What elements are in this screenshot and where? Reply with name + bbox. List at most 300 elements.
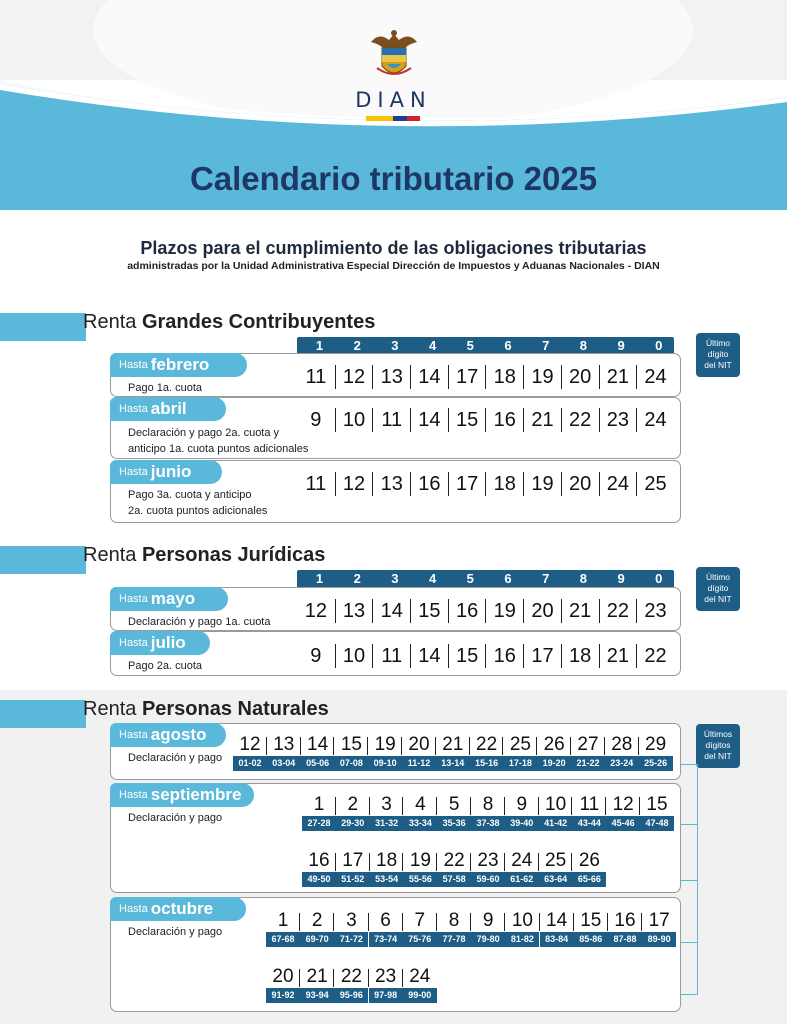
nit-range: 83-84 — [540, 932, 574, 947]
month-tab — [110, 897, 246, 921]
day-number: 25 — [636, 472, 674, 496]
digit-header: 7 — [542, 338, 550, 353]
month-label: abril — [150, 399, 187, 418]
coat-of-arms-icon — [369, 28, 419, 84]
day-number: 16 — [614, 910, 636, 931]
date-cell — [571, 734, 605, 771]
separator — [639, 797, 640, 815]
day-numbers — [297, 472, 674, 496]
day-number: 4 — [415, 794, 426, 815]
day-number: 20 — [523, 599, 561, 623]
note-line: del NIT — [704, 751, 732, 761]
connector-line — [697, 764, 698, 970]
separator — [536, 737, 537, 755]
month-label: febrero — [150, 355, 210, 374]
separator — [470, 913, 471, 931]
separator — [436, 853, 437, 871]
nit-range: 87-88 — [608, 932, 642, 947]
date-cell — [336, 794, 370, 831]
month-tab — [110, 460, 222, 484]
day-number: 19 — [523, 472, 561, 496]
date-cell — [403, 910, 437, 947]
row-description — [128, 750, 222, 766]
row-juridicas-mayo — [110, 587, 681, 631]
date-cell — [300, 910, 334, 947]
day-number: 21 — [599, 644, 637, 668]
digit-header: 5 — [466, 571, 474, 586]
month-tab — [110, 397, 226, 421]
day-number: 20 — [272, 966, 294, 987]
section-title-bold: Personas Jurídicas — [141, 544, 326, 566]
separator — [502, 737, 503, 755]
day-number: 2 — [347, 794, 359, 815]
day-number: 22 — [599, 599, 637, 623]
separator — [401, 737, 402, 755]
day-number: 21 — [442, 734, 464, 755]
nit-range: 95-96 — [334, 988, 368, 1003]
day-number: 10 — [335, 408, 373, 432]
date-cell — [503, 734, 537, 771]
day-number: 22 — [636, 644, 674, 668]
digit-header: 4 — [428, 571, 437, 586]
nit-range: 57-58 — [437, 872, 471, 887]
day-number: 24 — [511, 850, 533, 871]
nit-range: 31-32 — [370, 816, 404, 831]
row-description — [128, 924, 222, 940]
date-cell — [437, 850, 471, 887]
nit-range: 13-14 — [436, 756, 470, 771]
separator — [368, 913, 369, 931]
hasta-label: Hasta — [119, 466, 148, 478]
header — [0, 0, 787, 210]
day-number: 17 — [342, 850, 364, 871]
day-number: 15 — [448, 408, 486, 432]
month-label: julio — [150, 633, 186, 652]
date-cell — [403, 850, 437, 887]
day-number: 9 — [482, 910, 494, 931]
day-number: 13 — [335, 599, 373, 623]
hasta-label: Hasta — [119, 789, 148, 801]
day-number: 1 — [313, 794, 325, 815]
nit-range: 25-26 — [639, 756, 673, 771]
day-number: 24 — [636, 365, 674, 389]
nit-range: 07-08 — [334, 756, 368, 771]
description-line: Declaración y pago 2a. cuota y — [128, 427, 280, 439]
day-number: 16 — [308, 850, 330, 871]
separator — [266, 737, 267, 755]
nit-range: 99-00 — [403, 988, 437, 1003]
day-number: 24 — [636, 408, 674, 432]
day-number: 23 — [477, 850, 499, 871]
nit-range: 39-40 — [505, 816, 539, 831]
note-line: Últimos — [703, 729, 733, 739]
day-number: 12 — [304, 600, 327, 622]
separator — [539, 913, 540, 931]
digit-header: 7 — [542, 571, 550, 586]
note-line: Último — [705, 572, 731, 582]
day-number: 12 — [335, 472, 373, 496]
day-number: 23 — [375, 966, 397, 987]
separator — [504, 853, 505, 871]
date-cell — [266, 910, 300, 947]
date-cell — [537, 734, 571, 771]
note-line: dígitos — [705, 740, 731, 750]
digit-header: 2 — [353, 338, 361, 353]
separator — [300, 737, 301, 755]
date-cell — [368, 734, 402, 771]
section-accent-bar — [0, 313, 86, 341]
separator — [638, 737, 639, 755]
digit-header: 9 — [617, 571, 625, 586]
description-line: Pago 3a. cuota y anticipo — [128, 489, 252, 501]
row-grandes-abril — [110, 397, 681, 459]
separator — [333, 913, 334, 931]
digit-header: 9 — [617, 338, 625, 353]
nit-range: 05-06 — [301, 756, 335, 771]
nit-range: 55-56 — [403, 872, 437, 887]
section-title-bold: Personas Naturales — [141, 698, 329, 720]
day-number: 14 — [410, 644, 448, 668]
description-line: Declaración y pago — [128, 926, 223, 938]
dian-logo-text: DIAN — [355, 88, 432, 112]
day-number: 18 — [485, 472, 523, 496]
digit-header: 1 — [315, 338, 324, 353]
day-number: 29 — [645, 734, 667, 755]
date-cell — [639, 734, 673, 771]
day-number: 24 — [599, 472, 637, 496]
nit-range: 09-10 — [368, 756, 402, 771]
day-number: 2 — [311, 910, 323, 931]
date-cell — [233, 734, 267, 771]
digit-header: 6 — [504, 571, 512, 586]
nit-range: 79-80 — [471, 932, 505, 947]
day-number: 7 — [414, 910, 426, 931]
nit-range: 67-68 — [266, 932, 300, 947]
note-line: dígito — [707, 583, 729, 593]
day-number: 12 — [612, 794, 634, 815]
nit-range: 81-82 — [505, 932, 539, 947]
day-number: 17 — [448, 365, 486, 389]
digit-header: 4 — [428, 338, 437, 353]
description-line: anticipo 1a. cuota puntos adicionales — [128, 443, 309, 455]
nit-range: 03-04 — [267, 756, 301, 771]
month-label: septiembre — [150, 785, 242, 804]
section-title-grandes — [83, 311, 375, 334]
date-cell — [300, 966, 334, 1003]
date-cell — [640, 794, 674, 831]
digit-header: 3 — [391, 338, 399, 353]
date-cell — [437, 794, 471, 831]
hasta-label: Hasta — [119, 593, 148, 605]
intro-heading: Plazos para el cumplimiento de las obligaciones tributarias — [140, 238, 647, 258]
nit-range: 59-60 — [471, 872, 505, 887]
day-numbers — [297, 599, 674, 623]
nit-range: 21-22 — [571, 756, 605, 771]
date-cell — [403, 966, 437, 1003]
nit-range: 71-72 — [334, 932, 368, 947]
day-number: 14 — [307, 734, 329, 755]
digit-header: 0 — [655, 338, 663, 353]
day-number: 24 — [409, 966, 431, 987]
row-description — [128, 380, 202, 396]
digit-header: 8 — [579, 338, 587, 353]
row-juridicas-julio — [110, 631, 681, 676]
month-label: mayo — [150, 589, 196, 608]
nit-range: 77-78 — [437, 932, 471, 947]
nit-range: 01-02 — [233, 756, 267, 771]
nit-range: 43-44 — [572, 816, 606, 831]
date-cell — [471, 794, 505, 831]
separator — [369, 853, 370, 871]
nit-range: 61-62 — [505, 872, 539, 887]
day-number: 20 — [561, 472, 599, 496]
coat-of-arms-logo — [0, 28, 787, 89]
date-cell — [471, 910, 505, 947]
month-label: junio — [150, 462, 192, 481]
digit-header: 2 — [353, 571, 361, 586]
separator — [605, 797, 606, 815]
day-number: 17 — [448, 472, 486, 496]
last-digit-note — [696, 567, 740, 611]
separator — [367, 737, 368, 755]
separator — [571, 797, 572, 815]
description-line: Declaración y pago — [128, 752, 223, 764]
date-cell — [606, 794, 640, 831]
date-cell — [369, 966, 403, 1003]
description-line: Declaración y pago — [128, 812, 223, 824]
section-title-plain: Renta — [83, 698, 142, 720]
day-number: 16 — [485, 408, 523, 432]
day-number: 18 — [561, 644, 599, 668]
month-tab — [110, 723, 226, 747]
day-number: 16 — [485, 644, 523, 668]
day-number: 20 — [561, 365, 599, 389]
separator — [402, 913, 403, 931]
date-cell — [470, 734, 504, 771]
nit-range: 75-76 — [403, 932, 437, 947]
digit-header-bar — [297, 570, 674, 588]
separator — [299, 913, 300, 931]
section-title-plain: Renta — [83, 544, 142, 566]
separator — [402, 969, 403, 987]
nit-range: 91-92 — [266, 988, 300, 1003]
note-line: del NIT — [704, 360, 732, 370]
separator — [469, 737, 470, 755]
day-number: 12 — [335, 365, 373, 389]
day-number: 6 — [380, 910, 391, 931]
nit-range: 47-48 — [640, 816, 674, 831]
day-number: 12 — [239, 734, 261, 755]
date-cell — [302, 850, 336, 887]
date-cell — [436, 734, 470, 771]
hasta-label: Hasta — [119, 359, 148, 371]
hasta-label: Hasta — [119, 903, 148, 915]
day-number: 8 — [448, 910, 460, 931]
description-line: 2a. cuota puntos adicionales — [128, 505, 268, 517]
nit-range: 97-98 — [369, 988, 403, 1003]
day-number: 28 — [611, 734, 633, 755]
day-number: 19 — [485, 599, 523, 623]
nit-range: 15-16 — [470, 756, 504, 771]
date-cell — [302, 794, 336, 831]
date-cell — [574, 910, 608, 947]
nit-range: 49-50 — [302, 872, 336, 887]
nit-range: 29-30 — [336, 816, 370, 831]
day-number: 14 — [410, 408, 448, 432]
date-cell — [334, 734, 368, 771]
nit-range: 11-12 — [402, 756, 436, 771]
day-number: 8 — [482, 794, 494, 815]
day-number: 14 — [372, 599, 410, 623]
day-number: 11 — [305, 366, 327, 388]
date-cell — [334, 966, 368, 1003]
date-cell — [336, 850, 370, 887]
hasta-label: Hasta — [119, 729, 148, 741]
separator — [335, 853, 336, 871]
date-cell — [267, 734, 301, 771]
separator — [402, 797, 403, 815]
date-cell — [642, 910, 676, 947]
day-number: 19 — [374, 734, 396, 755]
note-line: del NIT — [704, 594, 732, 604]
separator — [470, 853, 471, 871]
day-number: 10 — [545, 794, 567, 815]
month-tab — [110, 353, 247, 377]
date-cell — [572, 794, 606, 831]
separator — [299, 969, 300, 987]
day-number: 21 — [561, 599, 599, 623]
separator — [369, 797, 370, 815]
day-number: 14 — [546, 910, 568, 931]
separator — [570, 737, 571, 755]
day-number: 11 — [372, 644, 410, 668]
day-number: 9 — [310, 409, 322, 431]
separator — [607, 913, 608, 931]
day-number: 11 — [579, 794, 600, 815]
day-number: 16 — [448, 599, 486, 623]
day-number: 22 — [561, 408, 599, 432]
day-number: 21 — [523, 408, 561, 432]
separator — [333, 969, 334, 987]
month-tab — [110, 783, 254, 807]
nit-range: 37-38 — [471, 816, 505, 831]
day-number: 15 — [410, 599, 448, 623]
note-line: Último — [705, 338, 731, 348]
day-number: 9 — [516, 794, 528, 815]
date-cell — [505, 850, 539, 887]
nit-range: 63-64 — [539, 872, 573, 887]
hasta-label: Hasta — [119, 403, 148, 415]
day-number: 15 — [580, 910, 602, 931]
last-digits-note — [696, 724, 740, 768]
description-line: Declaración y pago 1a. cuota — [128, 616, 271, 628]
digit-header: 5 — [466, 338, 474, 353]
nit-range: 73-74 — [369, 932, 403, 947]
intro-subheading: administradas por la Unidad Administrativa Especial Dirección de Impuestos y Aduanas Nacionales - DIAN — [127, 260, 660, 272]
day-number: 15 — [340, 734, 362, 755]
date-cell — [301, 734, 335, 771]
description-line: Pago 1a. cuota — [128, 382, 203, 394]
nit-range: 65-66 — [572, 872, 606, 887]
separator — [436, 797, 437, 815]
separator — [435, 737, 436, 755]
separator — [436, 913, 437, 931]
day-number: 5 — [448, 794, 460, 815]
day-number: 26 — [543, 734, 565, 755]
date-cell — [437, 910, 471, 947]
date-cell — [539, 850, 573, 887]
day-number: 21 — [306, 966, 328, 987]
day-number: 22 — [443, 850, 465, 871]
day-number: 11 — [372, 408, 410, 432]
day-numbers — [297, 365, 674, 389]
day-number: 23 — [636, 599, 674, 623]
nit-range: 35-36 — [437, 816, 471, 831]
month-label: octubre — [150, 899, 214, 918]
day-number: 10 — [511, 910, 533, 931]
nit-range: 19-20 — [537, 756, 571, 771]
date-cell — [370, 850, 404, 887]
hasta-label: Hasta — [119, 637, 148, 649]
date-cell — [369, 910, 403, 947]
nit-range: 85-86 — [574, 932, 608, 947]
day-number: 22 — [476, 734, 498, 755]
day-numbers — [297, 644, 674, 668]
day-number: 11 — [305, 473, 327, 495]
digit-header: 3 — [391, 571, 399, 586]
day-number: 13 — [372, 365, 410, 389]
section-title-bold: Grandes Contribuyentes — [141, 311, 376, 333]
separator — [504, 797, 505, 815]
day-number: 17 — [523, 644, 561, 668]
day-number: 1 — [277, 910, 289, 931]
day-number: 14 — [410, 365, 448, 389]
day-number: 9 — [310, 645, 322, 667]
digit-header: 0 — [655, 571, 663, 586]
date-cell — [605, 734, 639, 771]
day-number: 25 — [509, 734, 531, 755]
day-number: 26 — [578, 850, 600, 871]
nit-range: 53-54 — [370, 872, 404, 887]
nit-range: 17-18 — [503, 756, 537, 771]
section-accent-bar — [0, 700, 86, 728]
section-title-juridicas — [83, 544, 325, 567]
separator — [573, 913, 574, 931]
row-description — [128, 487, 267, 519]
separator — [604, 737, 605, 755]
date-cell — [539, 794, 573, 831]
row-description — [128, 425, 308, 457]
separator — [333, 737, 334, 755]
nit-range: 33-34 — [403, 816, 437, 831]
date-cell — [572, 850, 606, 887]
date-cell — [370, 794, 404, 831]
day-number: 25 — [545, 850, 567, 871]
date-cell — [403, 794, 437, 831]
connector-line — [697, 942, 698, 995]
digit-header: 6 — [504, 338, 512, 353]
nit-range: 23-24 — [605, 756, 639, 771]
day-number: 13 — [273, 734, 295, 755]
month-label: agosto — [150, 725, 207, 744]
note-line: dígito — [707, 349, 729, 359]
row-description — [128, 658, 202, 674]
nit-range: 89-90 — [642, 932, 676, 947]
date-cell — [505, 794, 539, 831]
separator — [368, 969, 369, 987]
day-number: 13 — [372, 472, 410, 496]
nit-range: 27-28 — [302, 816, 336, 831]
